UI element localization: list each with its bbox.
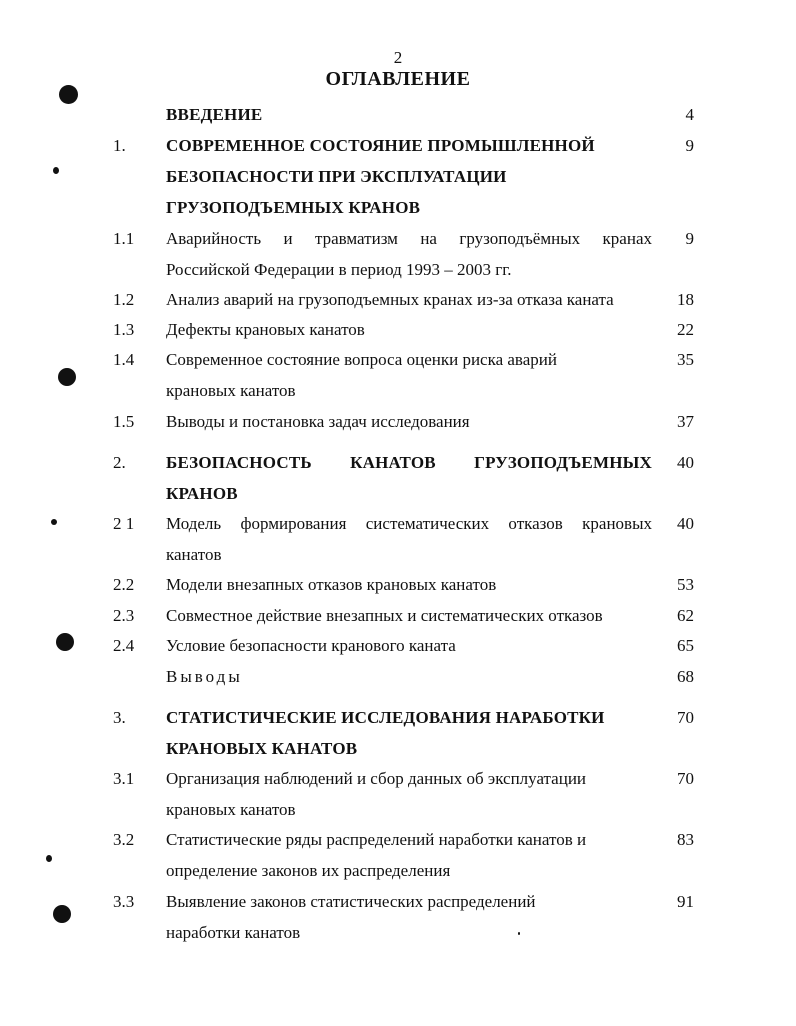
- toc-entry-line: БЕЗОПАСНОСТЬ КАНАТОВ ГРУЗОПОДЪЕМНЫХ: [166, 453, 652, 472]
- toc-entry-number: 1.1: [113, 229, 135, 248]
- toc-entry-line: Условие безопасности кранового каната: [166, 636, 456, 655]
- toc-entry-page: 40: [677, 453, 694, 472]
- toc-entry-line: БЕЗОПАСНОСТИ ПРИ ЭКСПЛУАТАЦИИ: [166, 167, 507, 186]
- toc-entry-line: Современное состояние вопроса оценки риска аварий: [166, 350, 557, 369]
- toc-entry-line: определение законов их распределения: [166, 861, 451, 880]
- scan-speck: [53, 167, 59, 174]
- toc-entry-page: 22: [677, 320, 694, 339]
- page-title: ОГЛАВЛЕНИЕ: [325, 68, 471, 90]
- scan-speck: [51, 519, 57, 525]
- binding-hole-mark: [58, 368, 76, 386]
- toc-entry-line: Выводы: [166, 667, 243, 686]
- toc-entry-page: 70: [677, 769, 694, 788]
- toc-entry-line: КРАНОВ: [166, 484, 238, 503]
- toc-entry-page: 83: [677, 830, 694, 849]
- toc-entry-line: Совместное действие внезапных и систематических отказов: [166, 606, 603, 625]
- toc-entry-line: Выявление законов статистических распределений: [166, 892, 536, 911]
- toc-entry-line: Модели внезапных отказов крановых канатов: [166, 575, 497, 594]
- toc-entry-number: 1.3: [113, 320, 135, 339]
- toc-entry-number: 3.3: [113, 892, 135, 911]
- toc-entry-page: 4: [685, 105, 694, 124]
- toc-entry-line: ГРУЗОПОДЪЕМНЫХ КРАНОВ: [166, 198, 421, 217]
- toc-entry-line: крановых канатов: [166, 381, 296, 400]
- toc-entry-page: 65: [677, 636, 694, 655]
- scan-speck: [46, 855, 52, 862]
- toc-entry-page: 9: [685, 229, 694, 248]
- toc-entry-page: 35: [677, 350, 694, 369]
- toc-entry-number: 1.4: [113, 350, 135, 369]
- toc-entry-number: 2.2: [113, 575, 135, 594]
- toc-entry-number: 3.2: [113, 830, 135, 849]
- toc-entry-page: 53: [677, 575, 694, 594]
- toc-entry-number: 2.4: [113, 636, 135, 655]
- toc-entry-number: 2.3: [113, 606, 135, 625]
- toc-entry-number: 2.: [113, 453, 126, 472]
- toc-entry-number: 1.: [113, 136, 126, 155]
- toc-entry-line: Анализ аварий на грузоподъемных кранах из-за отказа каната: [166, 290, 614, 309]
- toc-entry-line: Российской Федерации в период 1993 – 2003 гг.: [166, 260, 512, 279]
- binding-hole-mark: [53, 905, 71, 923]
- toc-entry-line: Статистические ряды распределений наработки канатов и: [166, 830, 587, 849]
- toc-entry-line: Выводы и постановка задач исследования: [166, 412, 470, 431]
- toc-entry-line: Дефекты крановых канатов: [166, 320, 365, 339]
- toc-entry-line: Аварийность и травматизм на грузоподъёмных кранах: [166, 229, 652, 248]
- toc-entry-page: 70: [677, 708, 694, 727]
- toc-entry-page: 91: [677, 892, 694, 911]
- toc-entry-page: 37: [677, 412, 694, 431]
- toc-entry-page: 40: [677, 514, 694, 533]
- toc-entry-line: СТАТИСТИЧЕСКИЕ ИССЛЕДОВАНИЯ НАРАБОТКИ: [166, 708, 605, 727]
- toc-entry-page: 18: [677, 290, 694, 309]
- toc-entry-line: Модель формирования систематических отказов крановых: [166, 514, 652, 533]
- toc-entry-number: 1.2: [113, 290, 135, 309]
- toc-entry-number: 3.: [113, 708, 126, 727]
- toc-entry-page: 68: [677, 667, 694, 686]
- toc-entry-number: 1.5: [113, 412, 135, 431]
- toc-entry-line: Организация наблюдений и сбор данных об эксплуатации: [166, 769, 587, 788]
- toc-entry-page: 62: [677, 606, 694, 625]
- toc-entry-number: 3.1: [113, 769, 135, 788]
- toc-entry-line: КРАНОВЫХ КАНАТОВ: [166, 739, 358, 758]
- toc-entry-page: 9: [685, 136, 694, 155]
- binding-hole-mark: [56, 633, 74, 651]
- toc-entry-line: канатов: [166, 545, 222, 564]
- toc-entry-number: 2 1: [113, 514, 135, 533]
- page-number: 2: [393, 48, 403, 67]
- binding-hole-mark: [59, 85, 78, 104]
- toc-entry-line: СОВРЕМЕННОЕ СОСТОЯНИЕ ПРОМЫШЛЕННОЙ: [166, 136, 595, 155]
- toc-entry-line: ВВЕДЕНИЕ: [166, 105, 263, 124]
- toc-entry-line: крановых канатов: [166, 800, 296, 819]
- toc-entry-line: наработки канатов: [166, 923, 301, 942]
